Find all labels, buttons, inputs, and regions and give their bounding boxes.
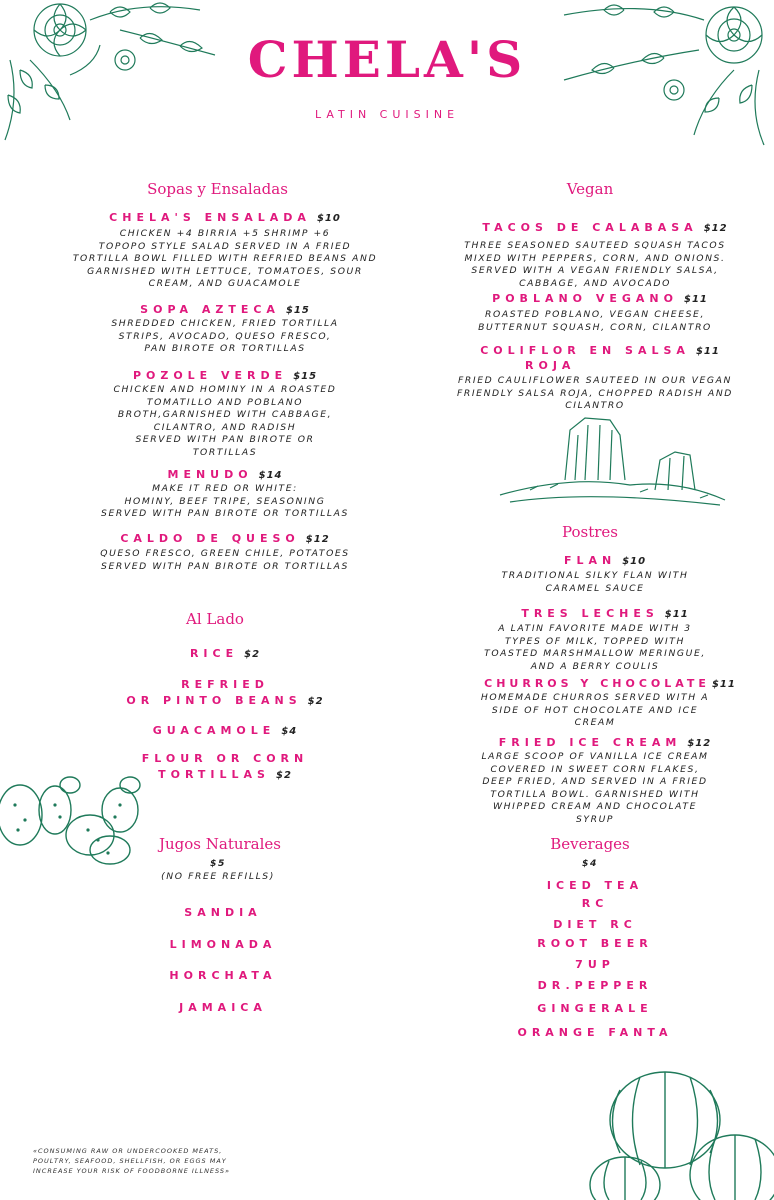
menu-item-coliflor-en-salsa: COLIFLOR EN SALSA $11 ROJA [480,344,720,372]
menu-item-tres-leches: TRES LECHES $11 [521,607,689,620]
beverages-price: $4 [582,858,598,869]
beverage-orange-fanta: ORANGE FANTA [517,1026,673,1039]
beverage-diet-rc: DIET RC [553,918,637,931]
menu-item-menudo [80,468,370,481]
mesa-landscape-icon [490,410,730,510]
item-name: CHELA'S ENSALADA [109,211,311,224]
item-price: $14 [258,470,283,481]
item-description: CHICKEN +4 BIRRIA +5 SHRIMP +6 TOPOPO STYLE SALAD SERVED IN A FRIED TORTILLA BOWL FILLED WITH REFRIED BEANS AND GARNISHED WITH LETTUCE, TOMATOES, SOUR CREAM, AND GUACAMOLE [72,228,378,289]
section-heading-beverages: Beverages [550,835,630,853]
health-warning-note: «CONSUMING RAW OR UNDERCOOKED MEATS, POULTRY, SEAFOOD, SHELLFISH, OR EGGS MAY INCREASE YOUR RISK OF FOODBORNE ILLNESS» [33,1147,231,1175]
menu-item-sopa-azteca [80,303,370,316]
item-price: $15 [285,305,310,316]
menu-item-tacos-de-calabasa: TACOS DE CALABASA $12 [482,221,728,234]
menu-item-tortillas: FLOUR OR CORN TORTILLAS $2 [141,752,309,781]
drink-jamaica: JAMAICA [179,1001,267,1014]
barrel-cactus-icon [585,1065,774,1200]
menu-item-chelas-ensalada [80,211,370,224]
menu-item-flan: FLAN $10 [563,554,647,567]
menu-item-beans: REFRIED OR PINTO BEANS $2 [126,678,324,707]
menu-item-churros-y-chocolate: CHURROS Y CHOCOLATE $11 [484,677,736,690]
jugos-refill-note: (NO FREE REFILLS) [161,871,275,882]
item-description: THREE SEASONED SAUTEED SQUASH TACOS MIXED WITH PEPPERS, CORN, AND ONIONS. SERVED WITH A VEGAN FRIENDLY SALSA, CABBAGE, AND AVOCADO [464,240,726,289]
item-name: POZOLE VERDE [132,369,288,382]
section-heading-vegan: Vegan [566,180,614,198]
menu-item-pozole-verde [80,369,370,382]
section-heading-jugos: Jugos Naturales [158,835,281,853]
item-price: $15 [293,371,318,382]
item-description: QUESO FRESCO, GREEN CHILE, POTATOES SERVED WITH PAN BIROTE OR TORTILLAS [100,548,350,572]
item-description: A LATIN FAVORITE MADE WITH 3 TYPES OF MILK, TOPPED WITH TOASTED MARSHMALLOW MERINGUE, AND A BERRY COULIS [484,623,706,672]
restaurant-subtitle: LATIN CUISINE [314,108,460,121]
menu-item-guacamole: GUACAMOLE $4 [152,724,298,737]
section-heading-postres: Postres [562,523,618,541]
item-name: CALDO DE QUESO [120,532,300,545]
cactus-left-icon [0,775,155,870]
item-description: CHICKEN AND HOMINY IN A ROASTED TOMATILLO AND POBLANO BROTH,GARNISHED WITH CABBAGE, CILANTRO, AND RADISH SERVED WITH PAN BIROTE OR TORTILLAS [113,384,337,458]
section-heading-sopas: Sopas y Ensaladas [147,180,288,198]
menu-item-caldo-de-queso [80,532,370,545]
menu-item-poblano-vegano: POBLANO VEGANO $11 [492,292,708,305]
drink-limonada: LIMONADA [169,938,277,951]
drink-sandia: SANDIA [184,906,262,919]
menu-item-rice: RICE $2 [189,647,261,660]
restaurant-title: CHELA'S [247,30,527,89]
item-description: HOMEMADE CHURROS SERVED WITH A SIDE OF HOT CHOCOLATE AND ICE CREAM [480,692,710,728]
beverage-iced-tea: ICED TEA [546,879,644,892]
item-description: LARGE SCOOP OF VANILLA ICE CREAM COVERED IN SWEET CORN FLAKES, DEEP FRIED, AND SERVED IN A FRIED TORTILLA BOWL. GARNISHED WITH WHIPPED CREAM AND CHOCOLATE SYRUP [481,751,709,825]
beverage-root-beer: ROOT BEER [537,937,653,950]
item-name: SOPA AZTECA [140,303,280,316]
item-description: TRADITIONAL SILKY FLAN WITH CARAMEL SAUCE [501,570,689,594]
item-price: $12 [305,534,330,545]
drink-horchata: HORCHATA [169,969,277,982]
item-description: ROASTED POBLANO, VEGAN CHEESE, BUTTERNUT SQUASH, CORN, CILANTRO [478,309,712,333]
item-name: MENUDO [167,468,253,481]
section-heading-al-lado: Al Lado [186,610,244,628]
beverage-gingerale: GINGERALE [537,1002,653,1015]
item-description: MAKE IT RED OR WHITE: HOMINY, BEEF TRIPE, SEASONING SERVED WITH PAN BIROTE OR TORTILLAS [101,483,349,519]
beverage-rc: RC [581,897,609,910]
beverage-7up: 7UP [575,958,615,971]
item-description: SHREDDED CHICKEN, FRIED TORTILLA STRIPS, AVOCADO, QUESO FRESCO, PAN BIROTE OR TORTILLAS [111,318,339,354]
jugos-price: $5 [210,858,226,869]
menu-item-fried-ice-cream: FRIED ICE CREAM $12 [498,736,712,749]
beverage-dr-pepper: DR.PEPPER [537,979,653,992]
item-price: $10 [316,213,341,224]
item-description: FRIED CAULIFLOWER SAUTEED IN OUR VEGAN FRIENDLY SALSA ROJA, CHOPPED RADISH AND CILANTRO [457,375,733,411]
